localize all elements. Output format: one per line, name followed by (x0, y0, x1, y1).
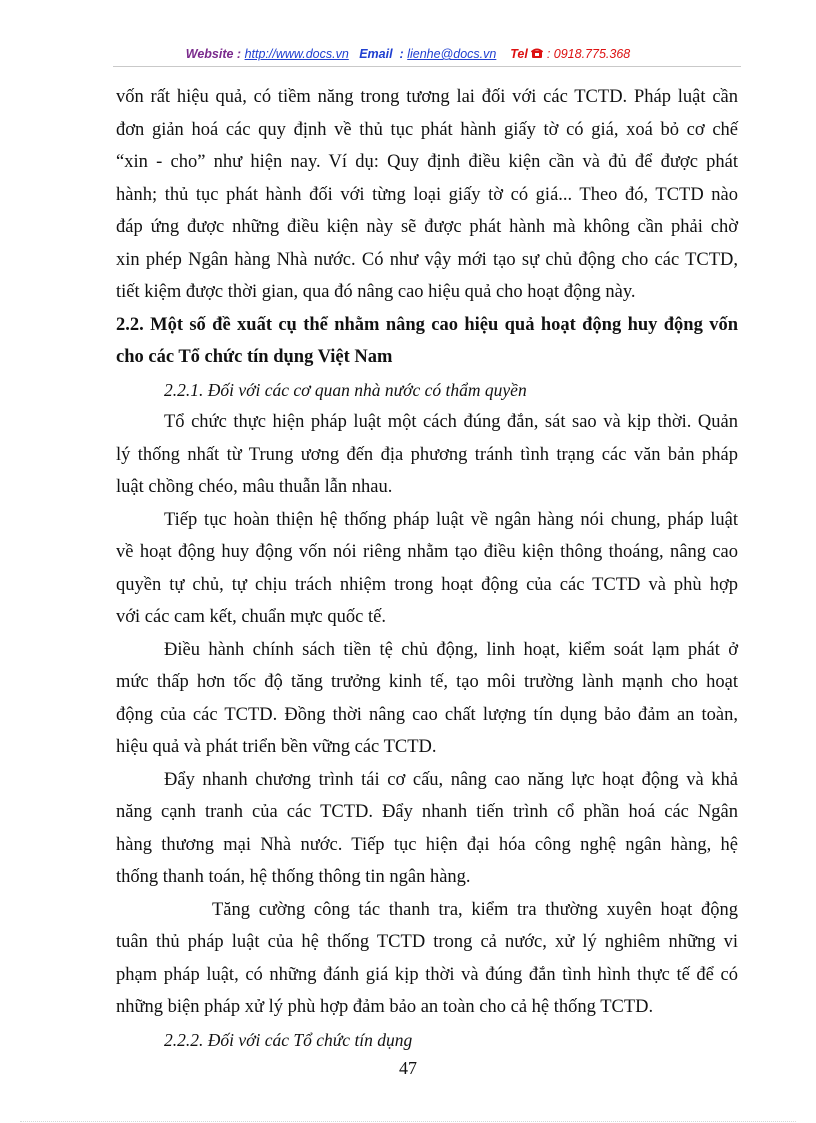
text-line: động của các TCTD. Đồng thời nâng cao chất lượng tín dụng bảo đảm an toàn, (116, 704, 738, 725)
document-body (116, 81, 738, 1056)
text-line: phạm pháp luật, có những đánh giá kịp thời và đúng đắn tình hình thực tế để có (116, 964, 738, 985)
paragraph-1 (116, 81, 738, 309)
paragraph-2 (116, 406, 738, 504)
text-line: Điều hành chính sách tiền tệ chủ động, linh hoạt, kiểm soát lạm phát ở (164, 639, 738, 660)
text-line: đáp ứng được những điều kiện này sẽ được phát hành mà không cần phải chờ (116, 217, 738, 237)
paragraph-4 (116, 634, 738, 764)
tel-number[interactable]: : 0918.775.368 (546, 47, 631, 61)
section-heading-2-2 (116, 309, 738, 374)
text-line: mức thấp hơn tốc độ tăng trưởng kinh tế, tạo môi trường lành mạnh cho hoạt (116, 672, 738, 692)
email-separator: : (399, 47, 404, 61)
website-label: Website : (185, 47, 242, 61)
heading-line: 2.2. Một số đề xuất cụ thể nhằm nâng cao hiệu quả hoạt động huy động vốn (116, 314, 738, 335)
paragraph-6 (116, 894, 738, 1024)
text-line: tuân thủ pháp luật của hệ thống TCTD trong cả nước, xử lý nghiêm những vi (116, 932, 738, 952)
tel-label: Tel (510, 47, 528, 61)
text-line: những biện pháp xử lý phù hợp đảm bảo an toàn cho cả hệ thống TCTD. (116, 997, 654, 1017)
text-line: vốn rất hiệu quả, có tiềm năng trong tương lai đối với các TCTD. Pháp luật cần (116, 87, 738, 107)
heading-line: cho các Tổ chức tín dụng Việt Nam (116, 347, 393, 367)
text-line: Tăng cường công tác thanh tra, kiểm tra thường xuyên hoạt động (212, 899, 738, 920)
email-label: Email (359, 47, 393, 61)
text-line: Đẩy nhanh chương trình tái cơ cấu, nâng cao năng lực hoạt động và khả (164, 769, 738, 790)
page-header (0, 47, 816, 61)
text-line: luật chồng chéo, mâu thuẫn lẫn nhau. (116, 477, 393, 497)
page-bottom-border (20, 1121, 796, 1122)
text-line: hành; thủ tục phát hành đối với từng loại giấy tờ có giá... Theo đó, TCTD nào (116, 184, 738, 205)
text-line: “xin - cho” như hiện nay. Ví dụ: Quy định điều kiện cần và đủ để được phát (116, 152, 738, 172)
text-line: về hoạt động huy động vốn nói riêng nhằm tạo điều kiện thông thoáng, nâng cao (116, 542, 738, 562)
email-link[interactable]: lienhe@docs.vn (407, 47, 497, 61)
page-number: 47 (399, 1058, 417, 1078)
website-link[interactable]: http://www.docs.vn (244, 47, 349, 61)
text-line: Tổ chức thực hiện pháp luật một cách đúng đắn, sát sao và kịp thời. Quản (164, 412, 738, 432)
text-line: hiệu quả và phát triển bền vững các TCTD. (116, 737, 437, 757)
text-line: tiết kiệm được thời gian, qua đó nâng cao hiệu quả cho hoạt động này. (116, 282, 636, 302)
subsection-heading-2-2-1: 2.2.1. Đối với các cơ quan nhà nước có thẩm quyền (164, 379, 527, 400)
header-divider (113, 66, 741, 67)
text-line: đơn giản hoá các quy định về thủ tục phát hành giấy tờ có giá, xoá bỏ cơ chế (116, 119, 738, 140)
text-line: năng cạnh tranh của các TCTD. Đẩy nhanh tiến trình cổ phần hoá các Ngân (116, 802, 738, 822)
text-line: lý thống nhất từ Trung ương đến địa phương tránh tình trạng các văn bản pháp (116, 444, 738, 465)
paragraph-3 (116, 504, 738, 634)
text-line: xin phép Ngân hàng Nhà nước. Có như vậy mới tạo sự chủ động cho các TCTD, (116, 249, 738, 270)
phone-icon (531, 47, 546, 61)
text-line: hàng thương mại Nhà nước. Tiếp tục hiện đại hóa công nghệ ngân hàng, hệ (116, 834, 738, 855)
text-line: với các cam kết, chuẩn mực quốc tế. (116, 607, 386, 627)
text-line: Tiếp tục hoàn thiện hệ thống pháp luật về ngân hàng nói chung, pháp luật (164, 509, 738, 530)
text-line: quyền tự chủ, tự chịu trách nhiệm trong hoạt động của các TCTD và phù hợp (116, 574, 738, 595)
paragraph-5 (116, 764, 738, 894)
subsection-heading-2-2-2: 2.2.2. Đối với các Tổ chức tín dụng (164, 1029, 413, 1050)
text-line: thống thanh toán, hệ thống thông tin ngân hàng. (116, 867, 471, 887)
